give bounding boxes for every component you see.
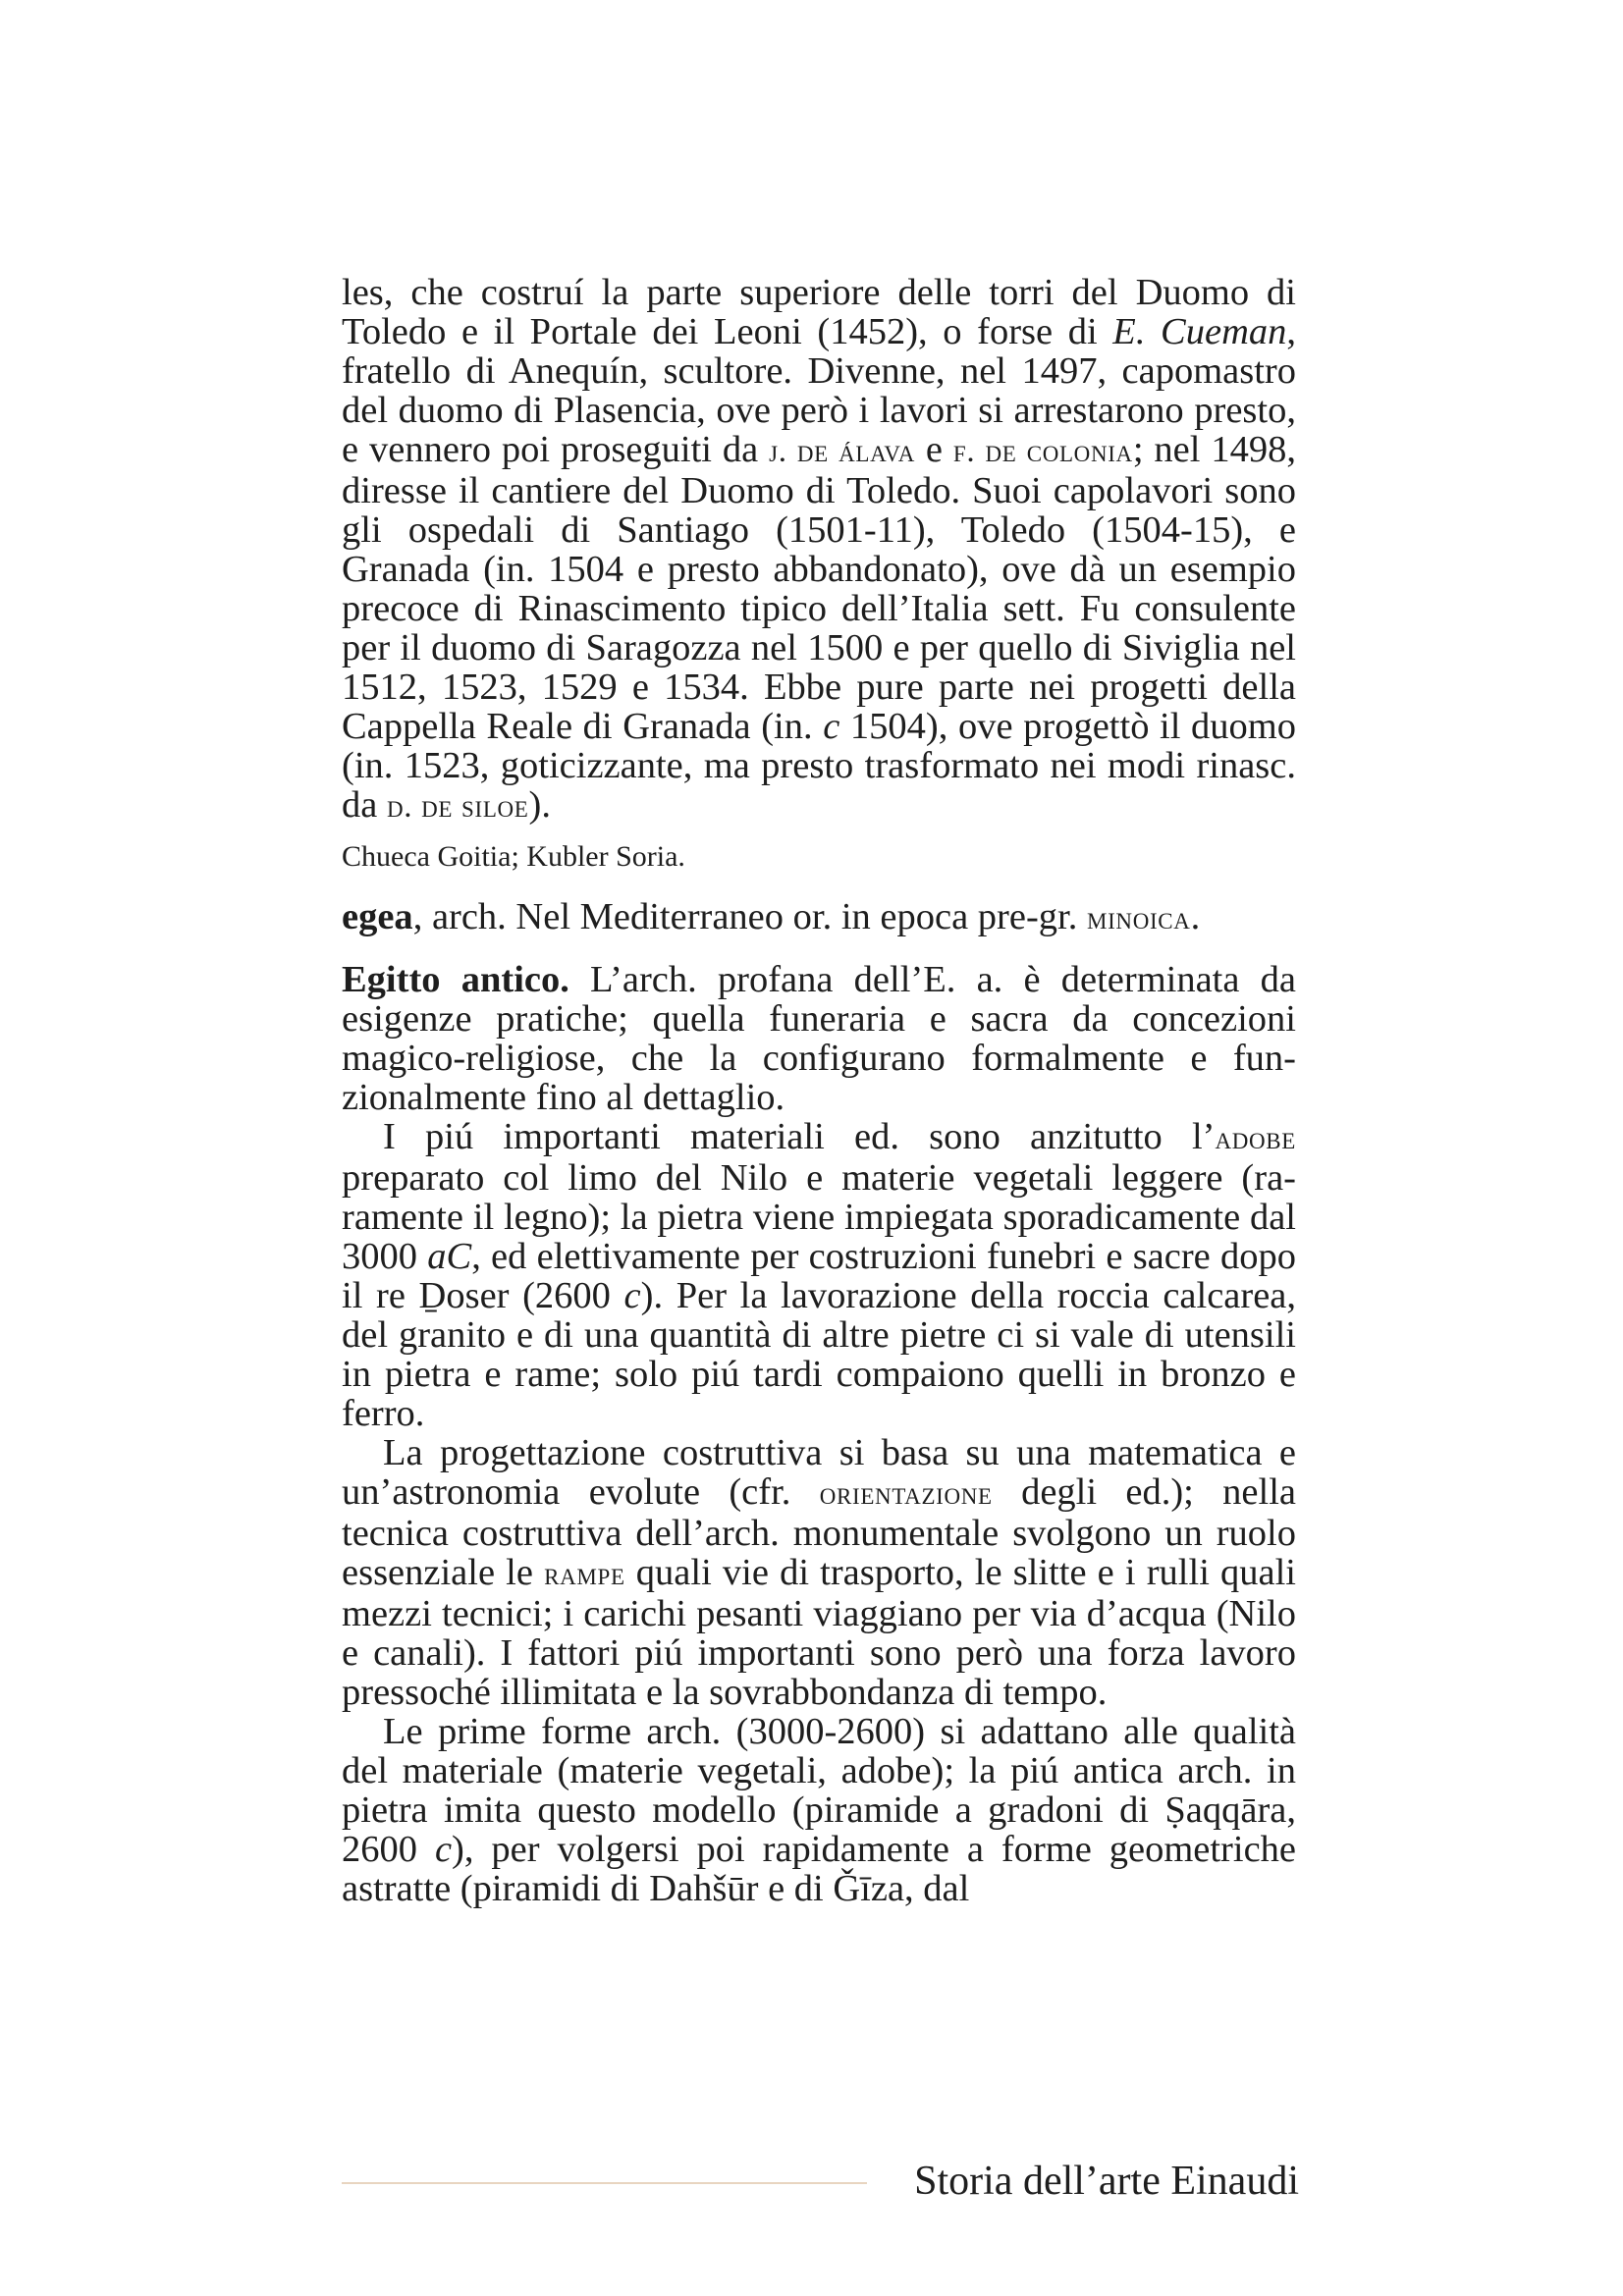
paragraph: La progettazione costruttiva si basa su una matematica e un’astronomia evolute (cfr. orientazione degli ed.); nella tecnica costruttiva dell’arch. monumentale svolgono un ruolo essenziale le rampe quali vie di trasporto, le slitte e i rulli quali mezzi tecnici; i carichi pesanti viaggiano per via d’acqua (Nilo e canali). I fattori piú importanti sono però una forza lavoro pressoché illimitata e la sovrabbondanza di tempo. [342,1432,1296,1713]
entry-headword: egea [342,896,413,937]
cross-reference: d. de siloe [386,788,529,825]
bibliography: Chueca Goitia; Kubler Soria. [342,840,685,873]
entry-egea: egea, arch. Nel Mediterraneo or. in epoca pre-gr. minoica. [342,896,1201,937]
cross-reference: minoica [1086,900,1191,936]
paragraph: Egitto antico. L’arch. profana dell’E. a. è determinata da esigenze pratiche; quella funeraria e sacra da concezioni magico-religiose, che la configurano formalmente e funzionalmente fino al dettaglio. [342,959,1296,1118]
entry-egitto-antico [342,960,1296,1908]
cross-reference: adobe [1215,1120,1296,1156]
cross-reference: f. de colonia [952,433,1133,469]
footer-title: Storia dell’arte Einaudi [914,2159,1299,2204]
paragraph: I piú importanti materiali ed. sono anzitutto l’adobe preparato col limo del Nilo e materie vegetali leggere (raramente il legno); la pietra viene impiegata sporadicamente dal 3000 aC, ed elettivamente per costruzioni funebri e sacre dopo il re Ḏoser (2600 c). Per la lavorazione della roccia calcarea, del granito e di una quantità di altre pietre ci si vale di utensili in pietra e rame; solo piú tardi compaiono quelli in bronzo e ferro. [342,1116,1296,1434]
article-continuation: les, che costruí la parte superiore delle torri del Duomo di Toledo e il Portale dei Leoni (1452), o forse di E. Cueman, fratello di Anequín, scultore. Divenne, nel 1497, capomastro del duomo di Plasencia, ove però i lavori si arrestarono presto, e vennero poi proseguiti da j. de álava e f. de colonia; nel 1498, diresse il cantiere del Duomo di Toledo. Suoi capolavori sono gli ospedali di Santiago (1501-11), Toledo (1504-15), e Granada (in. 1504 e presto abbandonato), ove dà un esempio precoce di Rinascimento tipico dell’Italia sett. Fu consulente per il duomo di Saragozza nel 1500 e per quello di Siviglia nel 1512, 1523, 1529 e 1534. Ebbe pure parte nei progetti della Cappella Reale di Granada (in. c 1504), ove progettò il duomo (in. 1523, goticizzante, ma presto trasformato nei modi rinasc. da d. de siloe). [342,272,1296,826]
entry-headword: Egitto antico. [342,959,569,1000]
cross-reference: j. de álava [769,433,915,469]
cross-reference: rampe [544,1556,625,1592]
paragraph: Le prime forme arch. (3000-2600) si adattano alle qualità del materiale (materie vegetali, adobe); la piú antica arch. in pietra imita questo modello (piramide a gradoni di Ṣaqqāra, 2600 c), per volgersi poi rapidamente a forme geometriche astratte (piramidi di Dahšūr e di Ǧīza, dal [342,1711,1296,1909]
cross-reference: orientazione [819,1475,993,1512]
text-column [342,273,1296,1908]
footer-divider [342,2182,867,2184]
